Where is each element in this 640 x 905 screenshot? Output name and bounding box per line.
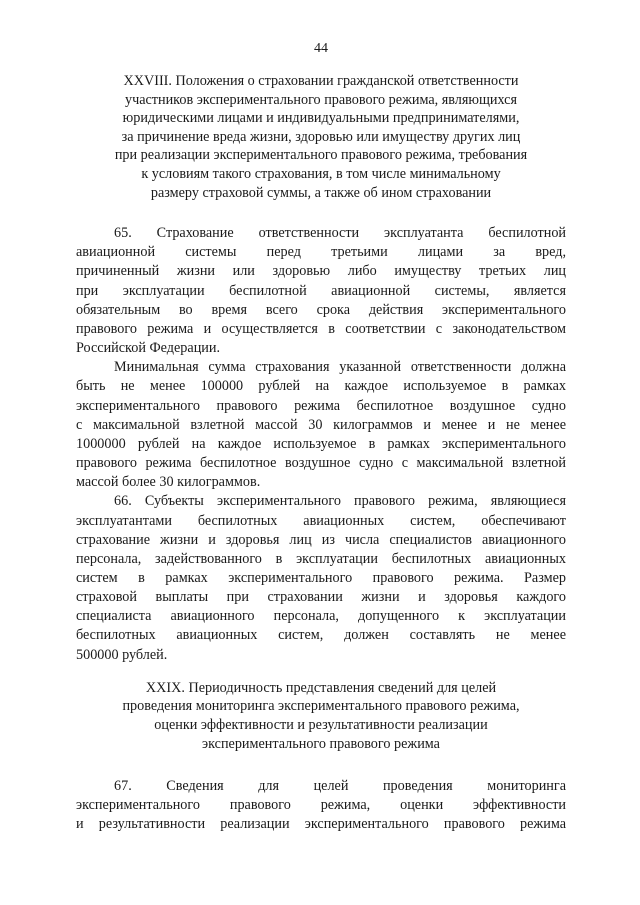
- heading-line: оценки эффективности и результативности реализации: [154, 716, 488, 733]
- paragraph-line: правового режима и осуществляется в соответствии с законодательством: [76, 320, 566, 337]
- paragraph-line: систем в рамках экспериментального правового режима. Размер: [76, 569, 566, 586]
- paragraph-line: персонала, задействованного в эксплуатации беспилотных авиационных: [76, 550, 566, 567]
- paragraph-line: 65. Страхование ответственности эксплуатанта беспилотной: [114, 225, 566, 242]
- heading-line: к условиям такого страхования, в том числе минимальному: [141, 165, 501, 182]
- paragraph-line: правового режима беспилотное воздушное судно с максимальной взлетной: [76, 455, 566, 472]
- heading-line: экспериментального правового режима: [202, 735, 440, 752]
- paragraph-line: страховой выплаты при страховании жизни и здоровья каждого: [76, 589, 566, 606]
- paragraph-line: специалиста авиационного персонала, допущенного к эксплуатации: [76, 608, 566, 625]
- paragraph-line: авиационной системы перед третьими лицами за вред,: [76, 244, 566, 261]
- paragraph-line: быть не менее 100000 рублей на каждое используемое в рамках: [76, 378, 566, 395]
- heading-line: при реализации экспериментального правового режима, требования: [114, 147, 528, 164]
- heading-line: за причинение вреда жизни, здоровью или имуществу других лиц: [121, 128, 521, 145]
- page-number: 44: [314, 41, 328, 56]
- paragraph-line: 500000 рублей.: [76, 646, 168, 663]
- paragraph-line: 66. Субъекты экспериментального правового режима, являющиеся: [114, 493, 566, 510]
- paragraph-line: экспериментального правового режима беспилотное воздушное судно: [76, 397, 566, 414]
- paragraph-line: беспилотных авиационных систем, должен составлять не менее: [76, 627, 566, 644]
- paragraph-line: массой более 30 килограммов.: [76, 474, 261, 491]
- heading-line: участников экспериментального правового режима, являющихся: [124, 91, 518, 108]
- paragraph-line: с максимальной взлетной массой 30 килограммов и менее и не менее: [76, 416, 566, 433]
- paragraph-line: Минимальная сумма страхования указанной ответственности должна: [114, 359, 566, 376]
- heading-line: XXIX. Периодичность представления сведений для целей: [145, 679, 497, 696]
- heading-line: размеру страховой суммы, а также об ином страховании: [150, 184, 492, 201]
- paragraph-line: обязательным во время всего срока действия экспериментального: [76, 301, 566, 318]
- heading-line: юридическими лицами и индивидуальными предпринимателями,: [122, 110, 520, 127]
- paragraph-line: причиненный жизни или здоровью либо имуществу третьих лиц: [76, 263, 566, 280]
- paragraph-66: [76, 492, 566, 664]
- paragraph-line: 67. Сведения для целей проведения мониторинга: [114, 778, 566, 795]
- paragraph-line: при эксплуатации беспилотной авиационной системы, является: [76, 282, 566, 299]
- paragraph-line: экспериментального правового режима, оценки эффективности: [76, 797, 566, 814]
- heading-line: XXVIII. Положения о страховании гражданской ответственности: [123, 73, 519, 89]
- paragraph-line: страхование жизни и здоровья лиц из числа специалистов авиационного: [76, 531, 566, 548]
- paragraph-67: [76, 777, 566, 834]
- paragraph-line: и результативности реализации экспериментального правового режима: [76, 816, 566, 833]
- heading-line: проведения мониторинга экспериментального правового режима,: [122, 698, 520, 715]
- paragraph-65: [76, 224, 566, 358]
- section-heading-xxviii: [76, 72, 566, 202]
- paragraph-line: эксплуатантами беспилотных авиационных систем, обеспечивают: [76, 512, 566, 529]
- paragraph-minimum-sum: [76, 358, 566, 492]
- section-heading-xxix: [76, 679, 566, 753]
- paragraph-line: Российской Федерации.: [76, 340, 221, 357]
- paragraph-line: 1000000 рублей на каждое используемое в рамках экспериментального: [76, 435, 566, 452]
